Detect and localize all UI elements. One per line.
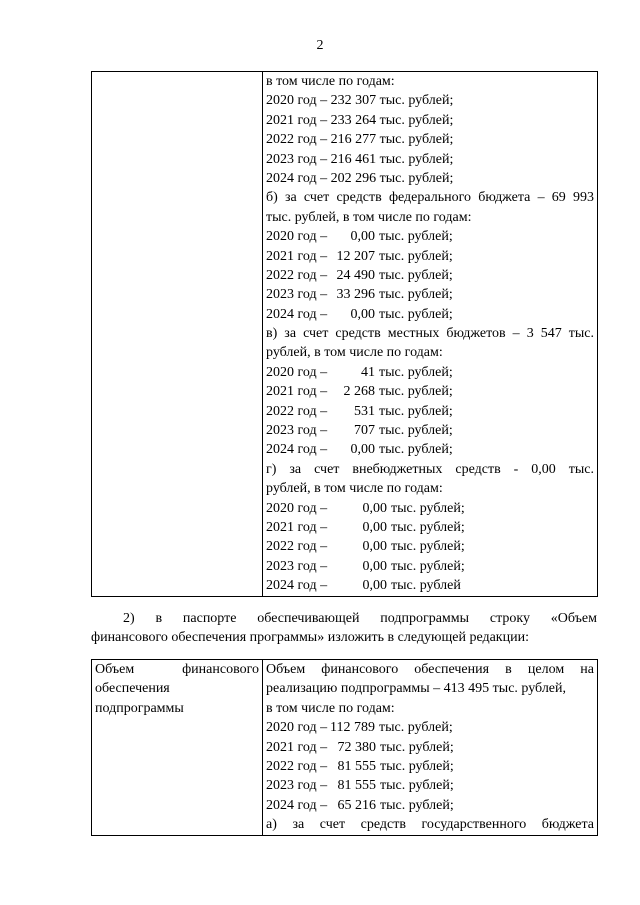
- year-row: [266, 382, 594, 401]
- extrabudgetary-heading-cont: рублей, в том числе по годам:: [266, 481, 443, 497]
- year-row: [266, 718, 594, 737]
- federal-budget-heading: б) за счет средств федерального бюджета – 69 993: [266, 190, 594, 206]
- year-label: 2020 год –: [266, 720, 328, 736]
- local-years-list: [266, 363, 594, 460]
- year-amount: 0,00: [362, 558, 387, 574]
- text-line: 2022 год – 216 277 тыс. рублей;: [266, 132, 454, 148]
- year-label: 2021 год –: [266, 519, 328, 535]
- year-row: [266, 247, 594, 266]
- year-row: [266, 305, 594, 324]
- amendment-paragraph: [91, 609, 597, 648]
- page-number: 2: [316, 38, 324, 53]
- year-amount: 33 296: [336, 287, 375, 303]
- year-label: 2022 год –: [266, 267, 328, 283]
- year-label: 2020 год –: [266, 500, 328, 516]
- year-amount: 0,00: [350, 229, 375, 245]
- year-label: 2022 год –: [266, 403, 328, 419]
- year-unit: тыс. рублей;: [379, 248, 453, 264]
- local-budget-heading: в) за счет средств местных бюджетов – 3 547 тыс.: [266, 326, 594, 342]
- table-cell-funding-details: [263, 660, 598, 836]
- extrabudgetary-years-list: [266, 499, 594, 596]
- year-row: [266, 518, 594, 537]
- year-unit: тыс. рублей;: [380, 778, 454, 794]
- year-amount: 12 207: [336, 248, 375, 264]
- year-label: 2024 год –: [266, 306, 328, 322]
- federal-years-list: [266, 227, 594, 324]
- local-budget-heading-cont: рублей, в том числе по годам:: [266, 345, 443, 361]
- year-amount: 65 216: [337, 797, 376, 813]
- year-amount: 112 789: [330, 720, 375, 736]
- year-label: 2020 год –: [266, 364, 328, 380]
- year-unit: тыс. рублей;: [379, 442, 453, 458]
- text-line: реализацию подпрограммы – 413 495 тыс. рублей,: [266, 681, 567, 697]
- row-title-line: Объем финансового: [95, 662, 259, 677]
- row-title-line: обеспечения: [95, 681, 170, 697]
- text-line: 2020 год – 232 307 тыс. рублей;: [266, 93, 454, 109]
- year-row: [266, 738, 594, 757]
- year-unit: тыс. рублей;: [379, 229, 453, 245]
- funding-lines-before: [266, 72, 594, 188]
- year-label: 2023 год –: [266, 423, 328, 439]
- year-row: [266, 499, 594, 518]
- year-label: 2021 год –: [266, 384, 328, 400]
- year-unit: тыс. рублей;: [391, 500, 465, 516]
- year-row: [266, 402, 594, 421]
- year-row: [266, 285, 594, 304]
- year-amount: 2 268: [343, 384, 375, 400]
- year-amount: 72 380: [337, 739, 376, 755]
- year-label: 2021 год –: [266, 248, 328, 264]
- text-line: в том числе по годам:: [266, 74, 395, 89]
- year-unit: тыс. рублей;: [379, 267, 453, 283]
- subprogram-funding-table: [91, 659, 598, 836]
- paragraph-line: финансового обеспечения программы» изложить в следующей редакции:: [91, 630, 529, 646]
- year-unit: тыс. рублей;: [379, 384, 453, 400]
- text-line: в том числе по годам:: [266, 700, 395, 716]
- text-line: 2024 год – 202 296 тыс. рублей;: [266, 170, 454, 186]
- year-label: 2023 год –: [266, 778, 328, 794]
- year-unit: тыс. рублей;: [391, 539, 465, 555]
- year-row: [266, 757, 594, 776]
- year-unit: тыс. рублей;: [379, 364, 453, 380]
- table-row: [92, 660, 598, 836]
- table-row: [92, 72, 598, 597]
- year-row: [266, 227, 594, 246]
- funding-table-continued: [91, 71, 598, 597]
- year-amount: 0,00: [362, 500, 387, 516]
- year-amount: 41: [361, 364, 375, 380]
- text-line: 2021 год – 233 264 тыс. рублей;: [266, 112, 454, 128]
- year-amount: 531: [354, 403, 375, 419]
- paragraph-line: 2) в паспорте обеспечивающей подпрограммы строку «Объем: [123, 611, 597, 626]
- row-title-line: подпрограммы: [95, 700, 184, 716]
- year-unit: тыс. рублей;: [379, 306, 453, 322]
- year-amount: 0,00: [350, 306, 375, 322]
- year-unit: тыс. рублей;: [380, 758, 454, 774]
- federal-budget-heading-cont: тыс. рублей, в том числе по годам:: [266, 209, 472, 225]
- year-unit: тыс. рублей;: [378, 720, 453, 736]
- table-cell-empty: [92, 72, 263, 597]
- year-row: [266, 796, 594, 815]
- table-cell-row-title: [92, 660, 263, 836]
- year-amount: 81 555: [337, 778, 376, 794]
- year-unit: тыс. рублей: [391, 578, 461, 594]
- year-unit: тыс. рублей;: [379, 423, 453, 439]
- year-label: 2022 год –: [266, 758, 328, 774]
- extrabudgetary-heading: г) за счет внебюджетных средств - 0,00 тыс.: [266, 461, 594, 477]
- year-row: [266, 440, 594, 459]
- text-line: Объем финансового обеспечения в целом на: [266, 662, 594, 677]
- year-row: [266, 776, 594, 795]
- year-unit: тыс. рублей;: [379, 403, 453, 419]
- text-line: 2023 год – 216 461 тыс. рублей;: [266, 151, 454, 167]
- year-amount: 0,00: [350, 442, 375, 458]
- year-unit: тыс. рублей;: [391, 519, 465, 535]
- year-row: [266, 421, 594, 440]
- year-unit: тыс. рублей;: [391, 558, 465, 574]
- year-row: [266, 557, 594, 576]
- year-amount: 24 490: [336, 267, 375, 283]
- subprogram-years-list: [266, 718, 594, 815]
- year-label: 2024 год –: [266, 442, 328, 458]
- year-amount: 81 555: [337, 758, 376, 774]
- year-row: [266, 363, 594, 382]
- table-cell-funding-details: [263, 72, 598, 597]
- year-row: [266, 576, 594, 595]
- year-label: 2024 год –: [266, 578, 328, 594]
- year-row: [266, 266, 594, 285]
- year-amount: 707: [354, 423, 375, 439]
- year-label: 2024 год –: [266, 797, 328, 813]
- year-label: 2021 год –: [266, 739, 328, 755]
- state-budget-heading: а) за счет средств государственного бюджета: [266, 817, 594, 833]
- year-label: 2023 год –: [266, 558, 328, 574]
- year-label: 2020 год –: [266, 229, 328, 245]
- year-label: 2022 год –: [266, 539, 328, 555]
- year-unit: тыс. рублей;: [380, 739, 454, 755]
- year-amount: 0,00: [362, 539, 387, 555]
- year-unit: тыс. рублей;: [379, 287, 453, 303]
- year-unit: тыс. рублей;: [380, 797, 454, 813]
- year-row: [266, 537, 594, 556]
- year-amount: 0,00: [362, 519, 387, 535]
- year-amount: 0,00: [362, 578, 387, 594]
- year-label: 2023 год –: [266, 287, 328, 303]
